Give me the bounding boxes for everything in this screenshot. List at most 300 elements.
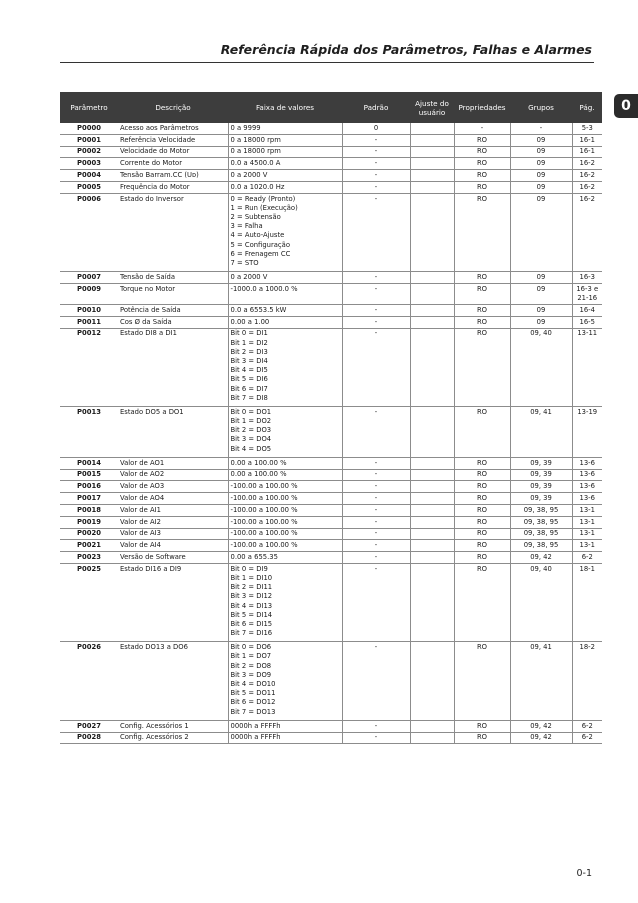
parameter-code-cell: P0014 bbox=[60, 457, 118, 469]
page-ref-cell: 13-6 bbox=[572, 493, 602, 505]
range-line: -100.00 a 100.00 % bbox=[230, 482, 298, 491]
groups-cell: 09, 39 bbox=[510, 469, 572, 481]
range-line: Bit 3 = DI4 bbox=[230, 357, 268, 365]
range-line: Bit 1 = DI2 bbox=[230, 338, 268, 347]
parameter-code-cell: P0017 bbox=[60, 493, 118, 505]
range-cell bbox=[228, 407, 342, 458]
column-header-page: Pág. bbox=[572, 92, 602, 123]
range-line: 1 = Run (Execução) bbox=[230, 203, 298, 212]
user-setting-cell bbox=[410, 457, 454, 469]
range-cell bbox=[228, 552, 342, 564]
table-row bbox=[60, 481, 602, 493]
range-cell bbox=[228, 720, 342, 732]
range-line: -100.00 a 100.00 % bbox=[230, 541, 298, 550]
user-setting-cell bbox=[410, 493, 454, 505]
table-row bbox=[60, 469, 602, 481]
table-row bbox=[60, 516, 602, 528]
range-line: Bit 7 = DI16 bbox=[230, 629, 273, 638]
user-setting-cell bbox=[410, 193, 454, 271]
default-value-cell: - bbox=[342, 134, 410, 146]
description-cell: Acesso aos Parâmetros bbox=[118, 123, 228, 134]
description-cell: Valor de AO3 bbox=[118, 481, 228, 493]
description-cell: Valor de AO4 bbox=[118, 493, 228, 505]
parameter-code-cell: P0010 bbox=[60, 305, 118, 317]
parameter-code-cell: P0027 bbox=[60, 720, 118, 732]
range-cell bbox=[228, 481, 342, 493]
table-row bbox=[60, 328, 602, 406]
groups-cell: 09 bbox=[510, 146, 572, 158]
user-setting-cell bbox=[410, 552, 454, 564]
user-setting-cell bbox=[410, 564, 454, 642]
groups-cell: - bbox=[510, 123, 572, 134]
properties-cell: RO bbox=[454, 407, 510, 458]
user-setting-cell bbox=[410, 528, 454, 540]
page-ref-cell: 13-6 bbox=[572, 457, 602, 469]
range-line: Bit 1 = DO2 bbox=[230, 417, 272, 426]
range-line: Bit 6 = DI7 bbox=[230, 384, 268, 393]
description-cell: Config. Acessórios 1 bbox=[118, 720, 228, 732]
properties-cell: RO bbox=[454, 564, 510, 642]
page-ref-cell: 18-1 bbox=[572, 564, 602, 642]
range-line: Bit 5 = DO11 bbox=[230, 689, 276, 698]
parameter-code-cell: P0012 bbox=[60, 328, 118, 406]
groups-cell: 09 bbox=[510, 181, 572, 193]
table-row bbox=[60, 540, 602, 552]
range-line: 2 = Subtensão bbox=[230, 212, 281, 221]
properties-cell: RO bbox=[454, 505, 510, 517]
range-line: Bit 0 = DO6 bbox=[230, 643, 272, 652]
default-value-cell: - bbox=[342, 493, 410, 505]
range-cell bbox=[228, 505, 342, 517]
parameter-code-cell: P0007 bbox=[60, 272, 118, 284]
range-line: 7 = STO bbox=[230, 259, 259, 267]
groups-cell: 09, 42 bbox=[510, 720, 572, 732]
description-cell: Valor de AI3 bbox=[118, 528, 228, 540]
user-setting-cell bbox=[410, 469, 454, 481]
page-ref-cell: 13-1 bbox=[572, 540, 602, 552]
range-line: Bit 7 = DI8 bbox=[230, 393, 268, 402]
table-row bbox=[60, 528, 602, 540]
table-row bbox=[60, 193, 602, 271]
range-line: -1000.0 a 1000.0 % bbox=[230, 284, 298, 293]
user-setting-cell bbox=[410, 642, 454, 720]
default-value-cell: - bbox=[342, 516, 410, 528]
range-line: 0 a 2000 V bbox=[230, 273, 268, 281]
default-value-cell: 0 bbox=[342, 123, 410, 134]
range-line: Bit 0 = DI9 bbox=[230, 564, 268, 573]
page-ref-cell: 16-1 bbox=[572, 146, 602, 158]
parameter-code-cell: P0011 bbox=[60, 316, 118, 328]
properties-cell: RO bbox=[454, 170, 510, 182]
table-row bbox=[60, 493, 602, 505]
page-ref-cell: 13-19 bbox=[572, 407, 602, 458]
default-value-cell: - bbox=[342, 481, 410, 493]
range-line: Bit 1 = DI10 bbox=[230, 574, 273, 582]
description-cell: Valor de AI4 bbox=[118, 540, 228, 552]
range-line: Bit 7 = DO13 bbox=[230, 707, 276, 716]
properties-cell: RO bbox=[454, 193, 510, 271]
range-line: 0 a 2000 V bbox=[230, 170, 268, 179]
user-setting-cell bbox=[410, 123, 454, 134]
page-ref-cell: 13-1 bbox=[572, 505, 602, 517]
description-cell: Estado DI16 a DI9 bbox=[118, 564, 228, 642]
properties-cell: RO bbox=[454, 181, 510, 193]
parameter-code-cell: P0018 bbox=[60, 505, 118, 517]
user-setting-cell bbox=[410, 134, 454, 146]
range-cell bbox=[228, 469, 342, 481]
description-cell: Valor de AI2 bbox=[118, 516, 228, 528]
page-ref-cell: 16-3 e 21-16 bbox=[572, 284, 602, 305]
description-cell: Estado do Inversor bbox=[118, 193, 228, 271]
properties-cell: RO bbox=[454, 552, 510, 564]
range-line: -100.00 a 100.00 % bbox=[230, 494, 298, 503]
groups-cell: 09 bbox=[510, 193, 572, 271]
range-line: Bit 2 = DI3 bbox=[230, 347, 268, 356]
default-value-cell: - bbox=[342, 528, 410, 540]
range-line: 0.00 a 655.35 bbox=[230, 553, 278, 561]
range-cell bbox=[228, 170, 342, 182]
properties-cell: RO bbox=[454, 516, 510, 528]
parameter-code-cell: P0001 bbox=[60, 134, 118, 146]
parameters-table bbox=[60, 92, 602, 744]
groups-cell: 09, 39 bbox=[510, 493, 572, 505]
range-line: -100.00 a 100.00 % bbox=[230, 517, 298, 526]
table-row bbox=[60, 457, 602, 469]
page-title: Referência Rápida dos Parâmetros, Falhas e Alarmes bbox=[220, 42, 592, 57]
properties-cell: RO bbox=[454, 540, 510, 552]
user-setting-cell bbox=[410, 146, 454, 158]
range-line: -100.00 a 100.00 % bbox=[230, 505, 298, 514]
range-line: 0 a 18000 rpm bbox=[230, 147, 281, 156]
default-value-cell: - bbox=[342, 181, 410, 193]
default-value-cell: - bbox=[342, 732, 410, 744]
range-line: Bit 6 = DO12 bbox=[230, 698, 276, 707]
properties-cell: RO bbox=[454, 481, 510, 493]
range-line: 0 = Ready (Pronto) bbox=[230, 194, 296, 203]
range-line: -100.00 a 100.00 % bbox=[230, 529, 298, 538]
default-value-cell: - bbox=[342, 552, 410, 564]
table-row bbox=[60, 732, 602, 744]
range-cell bbox=[228, 134, 342, 146]
parameter-code-cell: P0021 bbox=[60, 540, 118, 552]
table-row bbox=[60, 146, 602, 158]
groups-cell: 09, 39 bbox=[510, 481, 572, 493]
range-cell bbox=[228, 516, 342, 528]
parameter-code-cell: P0009 bbox=[60, 284, 118, 305]
properties-cell: RO bbox=[454, 457, 510, 469]
properties-cell: - bbox=[454, 123, 510, 134]
parameter-code-cell: P0016 bbox=[60, 481, 118, 493]
page-number: 0-1 bbox=[576, 868, 592, 879]
range-line: Bit 4 = DO5 bbox=[230, 444, 272, 453]
page-ref-cell: 5-3 bbox=[572, 123, 602, 134]
range-cell bbox=[228, 493, 342, 505]
range-line: 0.00 a 1.00 bbox=[230, 317, 270, 326]
range-line: Bit 4 = DI5 bbox=[230, 366, 268, 375]
range-line: Bit 4 = DI13 bbox=[230, 601, 273, 610]
range-line: Bit 0 = DO1 bbox=[230, 407, 272, 416]
description-cell: Valor de AO2 bbox=[118, 469, 228, 481]
range-line: Bit 2 = DI11 bbox=[230, 583, 273, 592]
groups-cell: 09 bbox=[510, 316, 572, 328]
default-value-cell: - bbox=[342, 170, 410, 182]
page-ref-cell: 16-3 bbox=[572, 272, 602, 284]
groups-cell: 09, 38, 95 bbox=[510, 505, 572, 517]
range-line: Bit 3 = DO4 bbox=[230, 435, 272, 444]
groups-cell: 09 bbox=[510, 272, 572, 284]
default-value-cell: - bbox=[342, 720, 410, 732]
user-setting-cell bbox=[410, 407, 454, 458]
range-line: 0 a 18000 rpm bbox=[230, 135, 281, 144]
properties-cell: RO bbox=[454, 469, 510, 481]
parameter-code-cell: P0026 bbox=[60, 642, 118, 720]
table-row bbox=[60, 181, 602, 193]
default-value-cell: - bbox=[342, 505, 410, 517]
parameter-code-cell: P0013 bbox=[60, 407, 118, 458]
page-ref-cell: 16-5 bbox=[572, 316, 602, 328]
range-line: 0.0 a 4500.0 A bbox=[230, 159, 281, 168]
table-row bbox=[60, 158, 602, 170]
user-setting-cell bbox=[410, 720, 454, 732]
default-value-cell: - bbox=[342, 272, 410, 284]
default-value-cell: - bbox=[342, 305, 410, 317]
properties-cell: RO bbox=[454, 316, 510, 328]
range-line: Bit 4 = DO10 bbox=[230, 680, 276, 689]
properties-cell: RO bbox=[454, 158, 510, 170]
column-header-parameter: Parâmetro bbox=[60, 92, 118, 123]
page-ref-cell: 6-2 bbox=[572, 732, 602, 744]
properties-cell: RO bbox=[454, 493, 510, 505]
properties-cell: RO bbox=[454, 284, 510, 305]
parameter-code-cell: P0020 bbox=[60, 528, 118, 540]
groups-cell: 09, 41 bbox=[510, 642, 572, 720]
table-row bbox=[60, 134, 602, 146]
groups-cell: 09, 40 bbox=[510, 564, 572, 642]
page-ref-cell: 13-6 bbox=[572, 481, 602, 493]
range-line: Bit 5 = DI14 bbox=[230, 610, 273, 619]
range-line: 4 = Auto-Ajuste bbox=[230, 231, 285, 240]
table-header-row bbox=[60, 92, 602, 123]
table-row bbox=[60, 720, 602, 732]
page-ref-cell: 13-11 bbox=[572, 328, 602, 406]
default-value-cell: - bbox=[342, 193, 410, 271]
description-cell: Estado DO5 a DO1 bbox=[118, 407, 228, 458]
table-row bbox=[60, 305, 602, 317]
description-cell: Velocidade do Motor bbox=[118, 146, 228, 158]
range-cell bbox=[228, 284, 342, 305]
table-row bbox=[60, 505, 602, 517]
user-setting-cell bbox=[410, 516, 454, 528]
range-line: 5 = Configuração bbox=[230, 240, 290, 249]
column-header-default: Padrão bbox=[342, 92, 410, 123]
page-ref-cell: 6-2 bbox=[572, 552, 602, 564]
range-line: Bit 1 = DO7 bbox=[230, 652, 272, 661]
range-cell bbox=[228, 564, 342, 642]
chapter-tab: 0 bbox=[614, 94, 638, 118]
user-setting-cell bbox=[410, 272, 454, 284]
range-line: Bit 2 = DO8 bbox=[230, 661, 272, 670]
page-ref-cell: 13-6 bbox=[572, 469, 602, 481]
properties-cell: RO bbox=[454, 272, 510, 284]
page-ref-cell: 16-2 bbox=[572, 158, 602, 170]
column-header-groups: Grupos bbox=[510, 92, 572, 123]
range-cell bbox=[228, 457, 342, 469]
description-cell: Versão de Software bbox=[118, 552, 228, 564]
parameter-code-cell: P0028 bbox=[60, 732, 118, 744]
title-divider bbox=[60, 62, 594, 63]
range-line: Bit 3 = DI12 bbox=[230, 592, 273, 601]
page-ref-cell: 13-1 bbox=[572, 528, 602, 540]
user-setting-cell bbox=[410, 540, 454, 552]
range-line: 0000h a FFFFh bbox=[230, 721, 281, 730]
groups-cell: 09, 41 bbox=[510, 407, 572, 458]
default-value-cell: - bbox=[342, 642, 410, 720]
table-row bbox=[60, 407, 602, 458]
range-cell bbox=[228, 316, 342, 328]
groups-cell: 09, 38, 95 bbox=[510, 528, 572, 540]
description-cell: Config. Acessórios 2 bbox=[118, 732, 228, 744]
properties-cell: RO bbox=[454, 642, 510, 720]
range-cell bbox=[228, 328, 342, 406]
range-cell bbox=[228, 158, 342, 170]
parameter-code-cell: P0005 bbox=[60, 181, 118, 193]
default-value-cell: - bbox=[342, 316, 410, 328]
description-cell: Estado DI8 a DI1 bbox=[118, 328, 228, 406]
page-ref-cell: 16-2 bbox=[572, 170, 602, 182]
default-value-cell: - bbox=[342, 407, 410, 458]
range-line: Bit 0 = DI1 bbox=[230, 329, 268, 338]
table-row bbox=[60, 272, 602, 284]
parameter-code-cell: P0023 bbox=[60, 552, 118, 564]
default-value-cell: - bbox=[342, 328, 410, 406]
groups-cell: 09 bbox=[510, 134, 572, 146]
description-cell: Valor de AO1 bbox=[118, 457, 228, 469]
user-setting-cell bbox=[410, 481, 454, 493]
user-setting-cell bbox=[410, 732, 454, 744]
range-line: Bit 3 = DO9 bbox=[230, 670, 272, 679]
description-cell: Potência de Saída bbox=[118, 305, 228, 317]
range-line: 0000h a FFFFh bbox=[230, 733, 281, 742]
parameter-code-cell: P0025 bbox=[60, 564, 118, 642]
page-ref-cell: 13-1 bbox=[572, 516, 602, 528]
range-line: Bit 2 = DO3 bbox=[230, 426, 272, 435]
parameter-code-cell: P0015 bbox=[60, 469, 118, 481]
range-line: Bit 5 = DI6 bbox=[230, 375, 268, 384]
parameter-code-cell: P0002 bbox=[60, 146, 118, 158]
description-cell: Referência Velocidade bbox=[118, 134, 228, 146]
range-line: 6 = Frenagem CC bbox=[230, 249, 291, 258]
range-cell bbox=[228, 272, 342, 284]
default-value-cell: - bbox=[342, 564, 410, 642]
range-cell bbox=[228, 123, 342, 134]
properties-cell: RO bbox=[454, 134, 510, 146]
description-cell: Tensão de Saída bbox=[118, 272, 228, 284]
default-value-cell: - bbox=[342, 158, 410, 170]
description-cell: Valor de AI1 bbox=[118, 505, 228, 517]
groups-cell: 09, 38, 95 bbox=[510, 540, 572, 552]
range-line: Bit 6 = DI15 bbox=[230, 620, 273, 629]
description-cell: Estado DO13 a DO6 bbox=[118, 642, 228, 720]
range-cell bbox=[228, 146, 342, 158]
page-ref-cell: 16-2 bbox=[572, 181, 602, 193]
description-cell: Cos Ø da Saída bbox=[118, 316, 228, 328]
properties-cell: RO bbox=[454, 146, 510, 158]
range-cell bbox=[228, 732, 342, 744]
column-header-properties: Propriedades bbox=[454, 92, 510, 123]
default-value-cell: - bbox=[342, 469, 410, 481]
range-cell bbox=[228, 193, 342, 271]
default-value-cell: - bbox=[342, 457, 410, 469]
table-row bbox=[60, 642, 602, 720]
range-line: 0 a 9999 bbox=[230, 123, 261, 132]
page-ref-cell: 16-4 bbox=[572, 305, 602, 317]
description-cell: Frequência do Motor bbox=[118, 181, 228, 193]
table-row bbox=[60, 123, 602, 134]
range-line: 0.0 a 6553.5 kW bbox=[230, 305, 287, 314]
description-cell: Tensão Barram.CC (Uᴅ) bbox=[118, 170, 228, 182]
table-row bbox=[60, 284, 602, 305]
user-setting-cell bbox=[410, 158, 454, 170]
parameter-code-cell: P0003 bbox=[60, 158, 118, 170]
table-row bbox=[60, 316, 602, 328]
table-body bbox=[60, 123, 602, 744]
page-ref-cell: 18-2 bbox=[572, 642, 602, 720]
description-cell: Corrente do Motor bbox=[118, 158, 228, 170]
range-line: 0.00 a 100.00 % bbox=[230, 458, 287, 467]
range-line: 0.0 a 1020.0 Hz bbox=[230, 182, 285, 191]
column-header-range: Faixa de valores bbox=[228, 92, 342, 123]
user-setting-cell bbox=[410, 181, 454, 193]
user-setting-cell bbox=[410, 284, 454, 305]
column-header-description: Descrição bbox=[118, 92, 228, 123]
page-ref-cell: 16-2 bbox=[572, 193, 602, 271]
parameter-code-cell: P0019 bbox=[60, 516, 118, 528]
table-row bbox=[60, 552, 602, 564]
properties-cell: RO bbox=[454, 305, 510, 317]
range-cell bbox=[228, 642, 342, 720]
groups-cell: 09 bbox=[510, 305, 572, 317]
range-cell bbox=[228, 540, 342, 552]
default-value-cell: - bbox=[342, 540, 410, 552]
page-ref-cell: 16-1 bbox=[572, 134, 602, 146]
parameter-code-cell: P0006 bbox=[60, 193, 118, 271]
table-row bbox=[60, 564, 602, 642]
groups-cell: 09, 38, 95 bbox=[510, 516, 572, 528]
parameter-code-cell: P0004 bbox=[60, 170, 118, 182]
page-ref-cell: 6-2 bbox=[572, 720, 602, 732]
table-row bbox=[60, 170, 602, 182]
parameter-code-cell: P0000 bbox=[60, 123, 118, 134]
default-value-cell: - bbox=[342, 146, 410, 158]
range-line: 0.00 a 100.00 % bbox=[230, 470, 287, 479]
user-setting-cell bbox=[410, 316, 454, 328]
user-setting-cell bbox=[410, 305, 454, 317]
column-header-user-setting: Ajuste do usuário bbox=[410, 92, 454, 123]
groups-cell: 09, 39 bbox=[510, 457, 572, 469]
range-line: 3 = Falha bbox=[230, 222, 263, 231]
range-cell bbox=[228, 181, 342, 193]
user-setting-cell bbox=[410, 505, 454, 517]
user-setting-cell bbox=[410, 328, 454, 406]
properties-cell: RO bbox=[454, 328, 510, 406]
properties-cell: RO bbox=[454, 732, 510, 744]
groups-cell: 09, 42 bbox=[510, 552, 572, 564]
groups-cell: 09, 40 bbox=[510, 328, 572, 406]
properties-cell: RO bbox=[454, 720, 510, 732]
range-cell bbox=[228, 305, 342, 317]
groups-cell: 09, 42 bbox=[510, 732, 572, 744]
description-cell: Torque no Motor bbox=[118, 284, 228, 305]
